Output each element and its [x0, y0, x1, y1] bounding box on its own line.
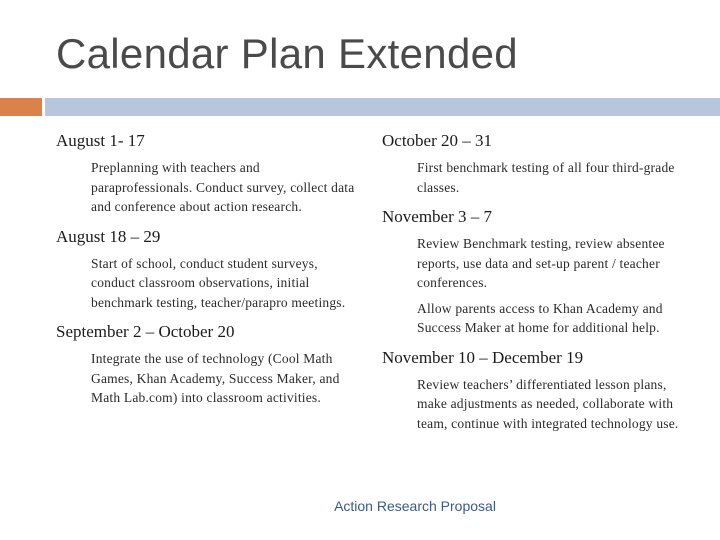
section-heading: August 1- 17: [56, 131, 145, 150]
left-column: [56, 130, 356, 408]
section-heading: November 3 – 7: [382, 207, 493, 226]
right-column: [382, 130, 682, 433]
section-text: First benchmark testing of all four third-grade classes.: [417, 160, 675, 195]
section-text: Preplanning with teachers and paraprofessionals. Conduct survey, collect data and conference about action research.: [91, 160, 355, 214]
section-text: Start of school, conduct student surveys, conduct classroom observations, initial benchmark testing, teacher/parapro meetings.: [91, 255, 346, 310]
slide-title: Calendar Plan Extended: [56, 30, 518, 77]
section-heading: September 2 – October 20: [56, 322, 235, 341]
title-underline-bar: [45, 98, 720, 116]
section-heading: August 18 – 29: [56, 226, 161, 246]
section-text: Review Benchmark testing, review absentee reports, use data and set-up parent / teacher conferences.: [417, 236, 665, 290]
section-heading: October 20 – 31: [382, 131, 493, 150]
section-text: Allow parents access to Khan Academy and Success Maker at home for additional help.: [417, 300, 663, 335]
section-heading: November 10 – December 19: [382, 347, 584, 367]
slide-footer: Action Research Proposal: [334, 498, 496, 514]
section-text: Integrate the use of technology (Cool Math Games, Khan Academy, Success Maker, and Math Lab.com) into classroom activities.: [91, 351, 340, 405]
section-text: Review teachers’ differentiated lesson plans, make adjustments as needed, collaborate with team, continue with integrated technology use.: [417, 376, 679, 431]
title-accent-bar: [0, 98, 42, 116]
